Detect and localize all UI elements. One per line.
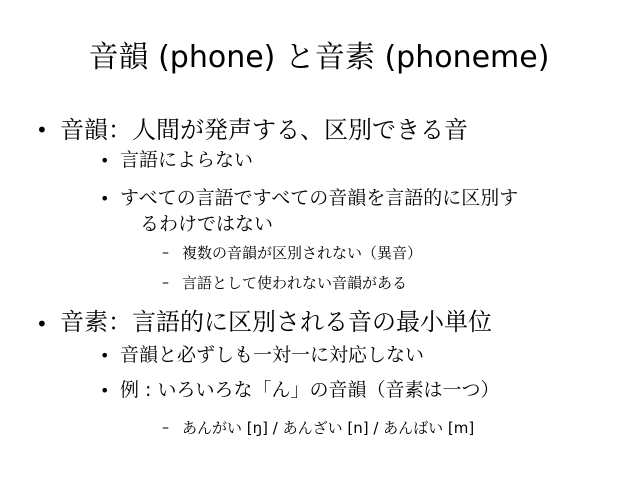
bullet-icon: • (100, 381, 110, 400)
bullet-item-phone: 音韻：人間が発声する、区別できる音 (60, 116, 468, 144)
sub-bullet-item-continued: るわけではない (140, 213, 274, 235)
dash-icon: – (162, 245, 169, 261)
bullet-icon: • (36, 312, 48, 336)
slide-title: 音韻 (phone) と音素 (phoneme) (88, 40, 550, 75)
sub-sub-item: 言語として使われない音韻がある (182, 274, 408, 292)
dash-icon: – (162, 420, 169, 436)
bullet-icon: • (100, 151, 110, 170)
dash-icon: – (162, 275, 169, 291)
bullet-icon: • (100, 189, 110, 208)
bullet-icon: • (36, 118, 48, 142)
bullet-icon: • (100, 346, 110, 365)
sub-sub-item: あんがい [ŋ] / あんざい [n] / あんばい [m] (182, 419, 475, 437)
sub-bullet-item: 例 : いろいろな「ん」の音韻（音素は一つ） (120, 379, 500, 401)
bullet-item-phoneme: 音素：言語的に区別される音の最小単位 (60, 308, 492, 336)
sub-bullet-item: すべての言語ですべての音韻を言語的に区別す (120, 187, 519, 209)
sub-sub-item: 複数の音韻が区別されない（異音） (182, 244, 423, 262)
sub-bullet-item: 言語によらない (120, 149, 254, 171)
sub-bullet-item: 音韻と必ずしも一対一に対応しない (120, 344, 425, 366)
